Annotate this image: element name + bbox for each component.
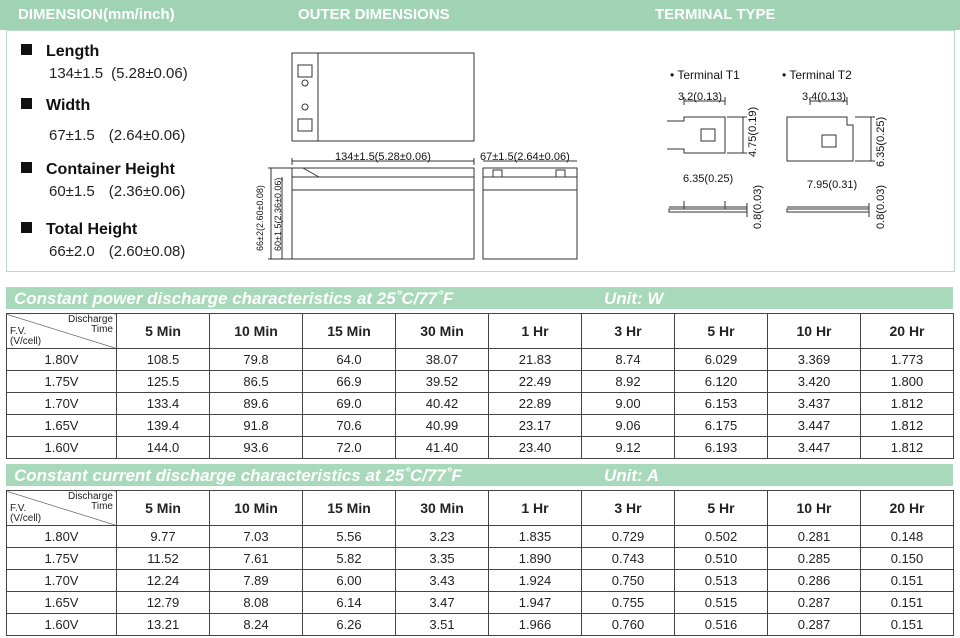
battery-side-view (483, 161, 577, 259)
value-cell: 13.21 (117, 614, 210, 636)
value-cell: 9.77 (117, 526, 210, 548)
container-height-dimension-label: 60±1.5(2.36±0.06) (273, 177, 283, 251)
table-row (7, 415, 954, 437)
value-cell: 12.24 (117, 570, 210, 592)
value-cell: 0.151 (861, 570, 954, 592)
outer-dimensions-header: OUTER DIMENSIONS (298, 6, 450, 23)
value-cell: 7.61 (210, 548, 303, 570)
outer-dimensions-diagram (7, 31, 952, 269)
value-cell: 72.0 (303, 437, 396, 459)
value-cell: 0.750 (582, 570, 675, 592)
value-cell: 3.447 (768, 437, 861, 459)
value-cell: 6.00 (303, 570, 396, 592)
table-row (7, 570, 954, 592)
t1-height-label: 4.75(0.19) (747, 106, 759, 157)
t1-length-label: 6.35(0.25) (683, 173, 734, 185)
value-cell: 1.800 (861, 371, 954, 393)
table-row (7, 592, 954, 614)
fv-cell: 1.80V (7, 349, 117, 371)
value-cell: 0.510 (675, 548, 768, 570)
table-row (7, 393, 954, 415)
value-cell: 91.8 (210, 415, 303, 437)
value-cell: 41.40 (396, 437, 489, 459)
value-cell: 0.515 (675, 592, 768, 614)
fv-cell: 1.75V (7, 548, 117, 570)
fv-cell: 1.60V (7, 614, 117, 636)
value-cell: 6.26 (303, 614, 396, 636)
power-table-unit: Unit: W (604, 289, 664, 308)
value-cell: 89.6 (210, 393, 303, 415)
value-cell: 3.420 (768, 371, 861, 393)
value-cell: 9.06 (582, 415, 675, 437)
value-cell: 144.0 (117, 437, 210, 459)
container-height-inch: (2.36±0.06) (108, 183, 186, 200)
table-row (7, 371, 954, 393)
fv-cell: 1.70V (7, 393, 117, 415)
value-cell: 0.513 (675, 570, 768, 592)
column-header: 10 Hr (768, 491, 861, 526)
current-table-banner (6, 464, 953, 486)
value-cell: 3.369 (768, 349, 861, 371)
corner-fv: F.V. (10, 326, 27, 337)
value-cell: 22.49 (489, 371, 582, 393)
table-row (7, 349, 954, 371)
value-cell: 7.03 (210, 526, 303, 548)
corner-fv: F.V. (10, 503, 27, 514)
t2-width-label: 3.4(0.13) (802, 91, 847, 103)
value-cell: 79.8 (210, 349, 303, 371)
column-header: 5 Min (117, 314, 210, 349)
container-height-label: Container Height (46, 161, 175, 178)
value-cell: 0.151 (861, 614, 954, 636)
value-cell: 3.51 (396, 614, 489, 636)
terminal-type-header: TERMINAL TYPE (655, 6, 776, 23)
value-cell: 38.07 (396, 349, 489, 371)
width-label: Width (46, 97, 91, 114)
column-header: 3 Hr (582, 491, 675, 526)
fv-cell: 1.65V (7, 415, 117, 437)
length-value: 134±1.5 (49, 65, 104, 82)
column-header: 1 Hr (489, 491, 582, 526)
value-cell: 0.287 (768, 614, 861, 636)
length-dimension-label: 134±1.5(5.28±0.06) (335, 151, 431, 163)
value-cell: 0.755 (582, 592, 675, 614)
value-cell: 0.286 (768, 570, 861, 592)
value-cell: 23.17 (489, 415, 582, 437)
value-cell: 0.150 (861, 548, 954, 570)
fv-cell: 1.80V (7, 526, 117, 548)
t2-thickness-label: 0.8(0.03) (875, 184, 887, 229)
fv-cell: 1.70V (7, 570, 117, 592)
value-cell: 3.43 (396, 570, 489, 592)
table-row (7, 614, 954, 636)
dimension-panel (6, 30, 955, 272)
value-cell: 3.447 (768, 415, 861, 437)
value-cell: 1.924 (489, 570, 582, 592)
value-cell: 6.153 (675, 393, 768, 415)
value-cell: 66.9 (303, 371, 396, 393)
column-header: 5 Hr (675, 491, 768, 526)
value-cell: 0.729 (582, 526, 675, 548)
value-cell: 11.52 (117, 548, 210, 570)
corner-time: Time (91, 501, 113, 512)
value-cell: 1.890 (489, 548, 582, 570)
table-header-row (7, 314, 954, 349)
value-cell: 9.00 (582, 393, 675, 415)
corner-discharge: Discharge (67, 314, 113, 325)
value-cell: 7.89 (210, 570, 303, 592)
value-cell: 6.029 (675, 349, 768, 371)
table-row (7, 548, 954, 570)
total-height-value: 66±2.0 (49, 243, 95, 260)
terminal-t2-label: • Terminal T2 (782, 68, 852, 82)
terminal-t1-drawing (667, 97, 747, 217)
battery-front-view (268, 158, 474, 259)
column-header: 5 Min (117, 491, 210, 526)
table-corner-cell (7, 314, 117, 349)
column-header: 15 Min (303, 491, 396, 526)
value-cell: 64.0 (303, 349, 396, 371)
value-cell: 3.35 (396, 548, 489, 570)
power-table-banner (6, 287, 953, 309)
fv-cell: 1.75V (7, 371, 117, 393)
fv-cell: 1.60V (7, 437, 117, 459)
column-header: 20 Hr (861, 314, 954, 349)
terminal-t1-label: • Terminal T1 (670, 68, 740, 82)
corner-discharge: Discharge (67, 491, 113, 502)
t2-length-label: 7.95(0.31) (807, 179, 858, 191)
width-value: 67±1.5 (49, 127, 95, 144)
fv-cell: 1.65V (7, 592, 117, 614)
value-cell: 6.193 (675, 437, 768, 459)
value-cell: 125.5 (117, 371, 210, 393)
column-header: 20 Hr (861, 491, 954, 526)
total-height-label: Total Height (46, 221, 138, 238)
value-cell: 5.82 (303, 548, 396, 570)
value-cell: 0.281 (768, 526, 861, 548)
value-cell: 23.40 (489, 437, 582, 459)
table-row (7, 437, 954, 459)
value-cell: 93.6 (210, 437, 303, 459)
column-header: 1 Hr (489, 314, 582, 349)
value-cell: 139.4 (117, 415, 210, 437)
value-cell: 3.23 (396, 526, 489, 548)
battery-top-view (292, 53, 474, 141)
value-cell: 1.773 (861, 349, 954, 371)
value-cell: 1.812 (861, 393, 954, 415)
value-cell: 3.437 (768, 393, 861, 415)
column-header: 10 Min (210, 314, 303, 349)
value-cell: 8.74 (582, 349, 675, 371)
power-table-title: Constant power discharge characteristics at 25˚C/77˚F (14, 289, 454, 308)
column-header: 10 Hr (768, 314, 861, 349)
length-label: Length (46, 43, 100, 60)
value-cell: 8.08 (210, 592, 303, 614)
table-row (7, 526, 954, 548)
terminal-t1-name: Terminal T1 (677, 68, 740, 82)
value-cell: 5.56 (303, 526, 396, 548)
value-cell: 0.743 (582, 548, 675, 570)
total-height-inch: (2.60±0.08) (108, 243, 186, 260)
current-table-title: Constant current discharge characteristics at 25˚C/77˚F (14, 466, 462, 485)
power-discharge-table (6, 313, 954, 459)
value-cell: 0.502 (675, 526, 768, 548)
value-cell: 70.6 (303, 415, 396, 437)
value-cell: 22.89 (489, 393, 582, 415)
value-cell: 21.83 (489, 349, 582, 371)
current-table-unit: Unit: A (604, 466, 660, 485)
t2-height-label: 6.35(0.25) (875, 116, 887, 167)
length-inch: (5.28±0.06) (111, 65, 188, 82)
corner-vcell: (V/cell) (10, 336, 42, 347)
width-inch: (2.64±0.06) (108, 127, 186, 144)
value-cell: 9.12 (582, 437, 675, 459)
value-cell: 0.760 (582, 614, 675, 636)
column-header: 10 Min (210, 491, 303, 526)
value-cell: 8.24 (210, 614, 303, 636)
value-cell: 40.99 (396, 415, 489, 437)
value-cell: 133.4 (117, 393, 210, 415)
value-cell: 1.947 (489, 592, 582, 614)
value-cell: 1.812 (861, 415, 954, 437)
dimension-header: DIMENSION(mm/inch) (18, 6, 175, 23)
value-cell: 1.835 (489, 526, 582, 548)
column-header: 3 Hr (582, 314, 675, 349)
column-header: 5 Hr (675, 314, 768, 349)
value-cell: 69.0 (303, 393, 396, 415)
value-cell: 40.42 (396, 393, 489, 415)
corner-vcell: (V/cell) (10, 513, 42, 524)
column-header: 30 Min (396, 314, 489, 349)
value-cell: 0.285 (768, 548, 861, 570)
value-cell: 0.148 (861, 526, 954, 548)
value-cell: 8.92 (582, 371, 675, 393)
value-cell: 0.287 (768, 592, 861, 614)
value-cell: 1.966 (489, 614, 582, 636)
t1-thickness-label: 0.8(0.03) (752, 184, 764, 229)
table-corner-cell (7, 491, 117, 526)
value-cell: 1.812 (861, 437, 954, 459)
container-height-value: 60±1.5 (49, 183, 95, 200)
value-cell: 0.516 (675, 614, 768, 636)
header-bar (0, 0, 960, 30)
value-cell: 86.5 (210, 371, 303, 393)
column-header: 30 Min (396, 491, 489, 526)
table-header-row (7, 491, 954, 526)
value-cell: 6.120 (675, 371, 768, 393)
width-dimension-label: 67±1.5(2.64±0.06) (480, 151, 570, 163)
current-discharge-table (6, 490, 954, 636)
value-cell: 6.175 (675, 415, 768, 437)
total-height-dimension-label: 66±2(2.60±0.08) (255, 185, 265, 251)
value-cell: 12.79 (117, 592, 210, 614)
value-cell: 39.52 (396, 371, 489, 393)
terminal-t2-name: Terminal T2 (789, 68, 852, 82)
value-cell: 6.14 (303, 592, 396, 614)
value-cell: 108.5 (117, 349, 210, 371)
column-header: 15 Min (303, 314, 396, 349)
t1-width-label: 3.2(0.13) (678, 91, 723, 103)
value-cell: 0.151 (861, 592, 954, 614)
terminal-t2-drawing (787, 97, 875, 217)
value-cell: 3.47 (396, 592, 489, 614)
corner-time: Time (91, 324, 113, 335)
